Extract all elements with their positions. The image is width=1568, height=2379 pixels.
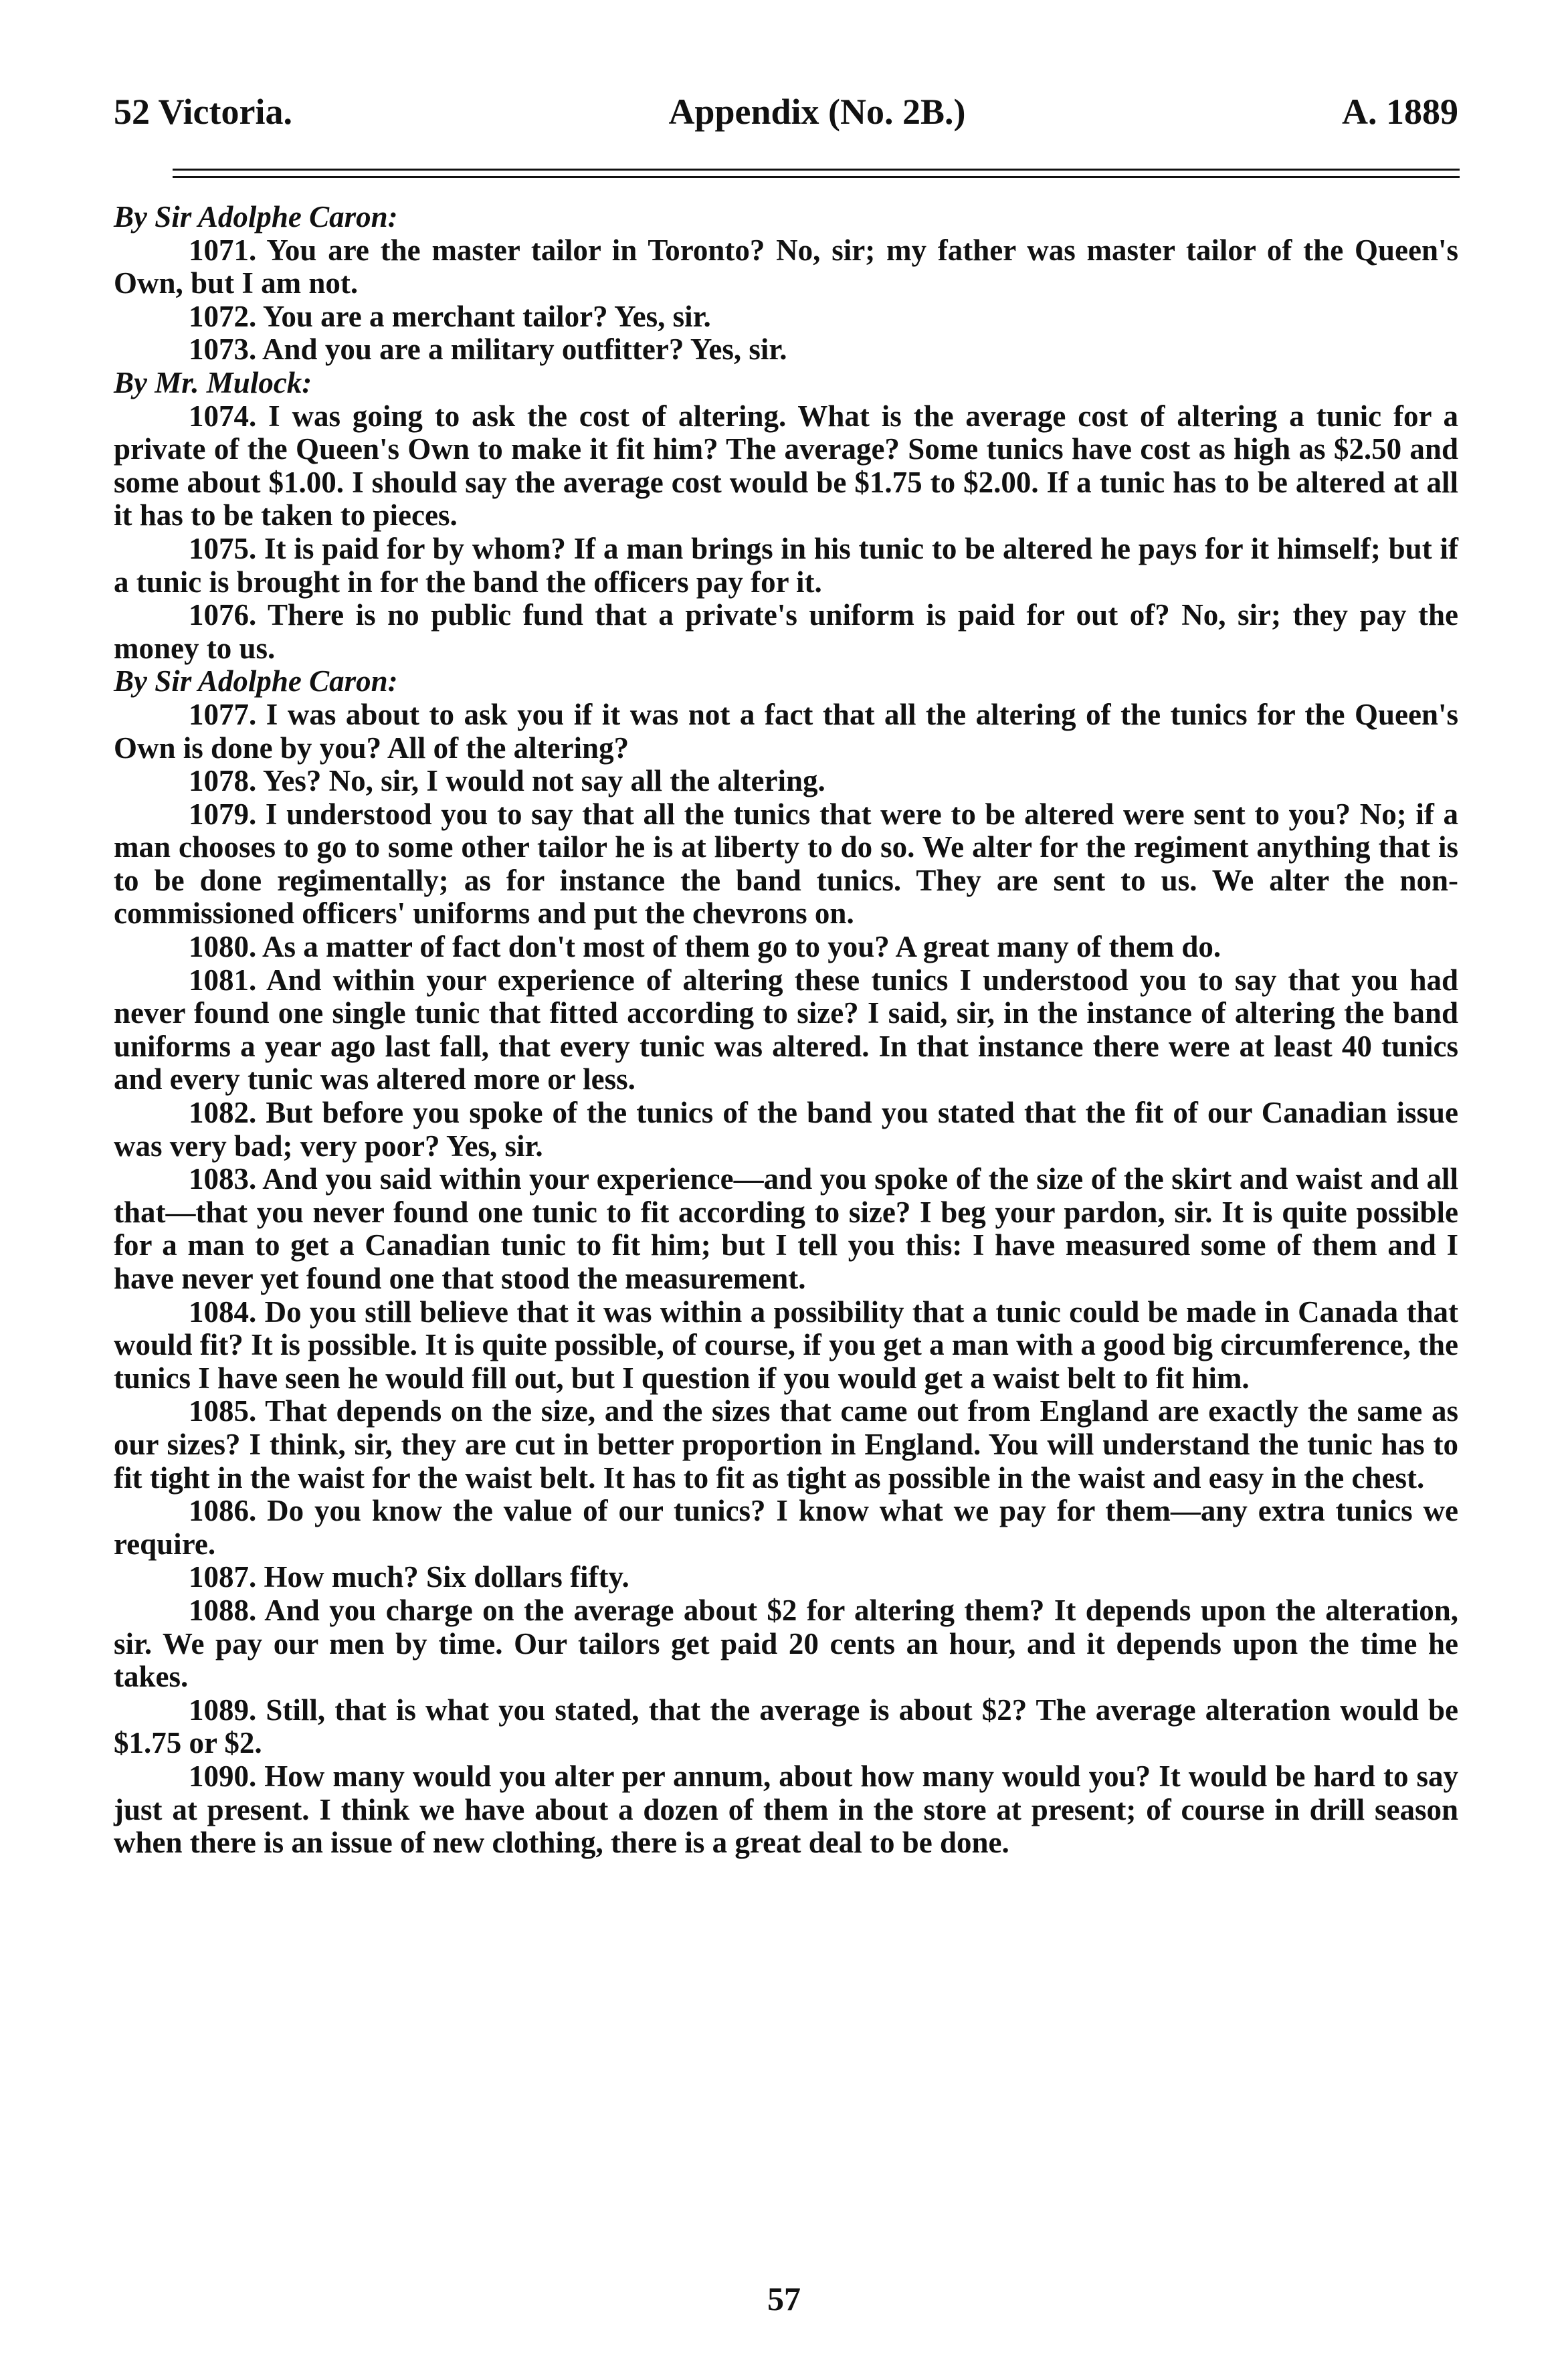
testimony-paragraph: 1086. Do you know the value of our tunics? I know what we pay for them—any extra tunics we require. <box>114 1494 1458 1561</box>
testimony-paragraph: 1090. How many would you alter per annum, about how many would you? It would be hard to say just at present. I think we have about a dozen of them in the store at present; of course in drill season when there is an issue of new clothing, there is a great deal to be done. <box>114 1759 1458 1860</box>
testimony-paragraph: 1082. But before you spoke of the tunics of the band you stated that the fit of our Canadian issue was very bad; very poor? Yes, sir. <box>114 1096 1458 1163</box>
header-rule-thick <box>173 169 1460 171</box>
testimony-paragraph: 1088. And you charge on the average about $2 for altering them? It depends upon the alteration, sir. We pay our men by time. Our tailors get paid 20 cents an hour, and it depends upon the time he takes. <box>114 1593 1458 1694</box>
testimony-paragraph: 1085. That depends on the size, and the sizes that came out from England are exactly the same as our sizes? I think, sir, they are cut in better proportion in England. You will understand the tunic has to fit tight in the waist for the waist belt. It has to fit as tight as possible in the waist and easy in the chest. <box>114 1394 1458 1495</box>
header-appendix: Appendix (No. 2B.) <box>668 92 966 132</box>
testimony-paragraph: 1072. You are a merchant tailor? Yes, sir. <box>189 299 711 333</box>
testimony-paragraph: 1077. I was about to ask you if it was not a fact that all the altering of the tunics for the Queen's Own is done by you? All of the altering? <box>114 697 1458 765</box>
testimony-paragraph: 1084. Do you still believe that it was within a possibility that a tunic could be made in Canada that would fit? It is possible. It is quite possible, of course, if you get a man with a good big circumference, the tunics I have seen he would fill out, but I question if you would get a waist belt to fit him. <box>114 1295 1458 1395</box>
testimony-paragraph: 1081. And within your experience of altering these tunics I understood you to say that you had never found one single tunic that fitted according to size? I said, sir, in the instance of altering the band uniforms a year ago last fall, that every tunic was altered. In that instance there were at least 40 tunics and every tunic was altered more or less. <box>114 963 1458 1097</box>
testimony-paragraph: 1075. It is paid for by whom? If a man brings in his tunic to be altered he pays for it himself; but if a tunic is brought in for the band the officers pay for it. <box>114 531 1458 599</box>
examiner-heading: By Mr. Mulock: <box>114 365 312 399</box>
testimony-paragraph: 1074. I was going to ask the cost of altering. What is the average cost of altering a tunic for a private of the Queen's Own to make it fit him? The average? Some tunics have cost as high as $2.50 and some about $1.00. I should say the average cost would be $1.75 to $2.00. If a tunic has to be altered at all it has to be taken to pieces. <box>114 399 1458 533</box>
testimony-paragraph: 1079. I understood you to say that all the tunics that were to be altered were sent to you? No; if a man chooses to go to some other tailor he is at liberty to do so. We alter for the regiment anything that is to be done regimentally; as for instance the band tunics. They are sent to us. We alter the non-commissioned officers' uniforms and put the chevrons on. <box>114 797 1458 931</box>
header-year: A. 1889 <box>1342 92 1458 132</box>
header-rule-thin <box>173 176 1460 178</box>
testimony-paragraph: 1073. And you are a military outfitter? Yes, sir. <box>189 332 787 367</box>
testimony-paragraph: 1071. You are the master tailor in Toronto? No, sir; my father was master tailor of the Queen's Own, but I am not. <box>114 233 1458 300</box>
testimony-paragraph: 1078. Yes? No, sir, I would not say all the altering. <box>189 764 825 798</box>
running-header <box>114 90 1458 137</box>
testimony-paragraph: 1076. There is no public fund that a private's uniform is paid for out of? No, sir; they pay the money to us. <box>114 598 1458 665</box>
examiner-heading: By Sir Adolphe Caron: <box>114 664 398 698</box>
testimony-paragraph: 1080. As a matter of fact don't most of them go to you? A great many of them do. <box>189 930 1221 964</box>
page-number: 57 <box>767 2280 801 2317</box>
header-session: 52 Victoria. <box>114 92 292 132</box>
testimony-paragraph: 1087. How much? Six dollars fifty. <box>189 1560 629 1594</box>
testimony-body <box>114 201 1458 1860</box>
testimony-paragraph: 1083. And you said within your experience—and you spoke of the size of the skirt and waist and all that—that you never found one tunic to fit according to size? I beg your pardon, sir. It is quite possible for a man to get a Canadian tunic to fit him; but I tell you this: I have measured some of them and I have never yet found one that stood the measurement. <box>114 1162 1458 1295</box>
examiner-heading: By Sir Adolphe Caron: <box>114 200 398 233</box>
testimony-paragraph: 1089. Still, that is what you stated, that the average is about $2? The average alteration would be $1.75 or $2. <box>114 1693 1458 1760</box>
